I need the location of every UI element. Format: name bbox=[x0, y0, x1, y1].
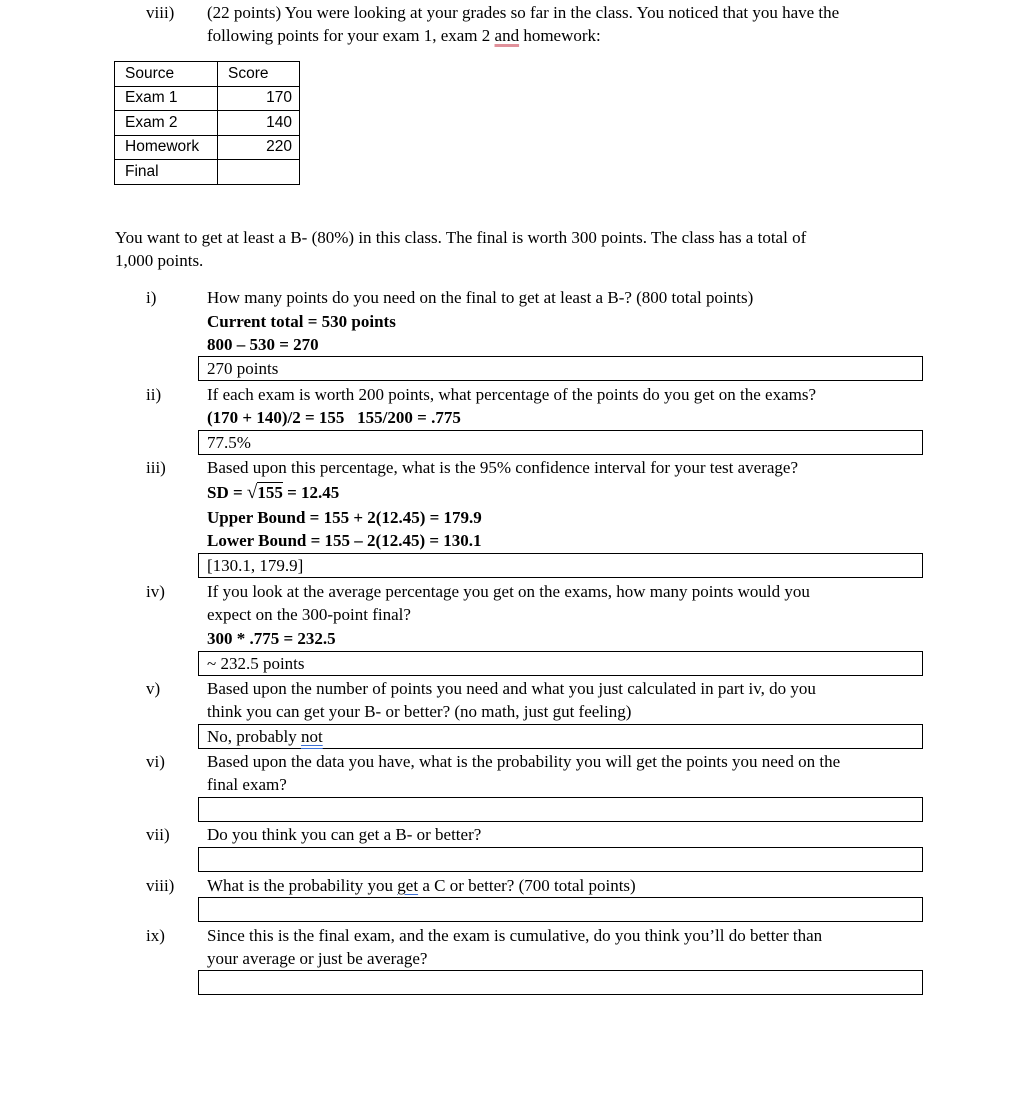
question-text-line: (22 points) You were looking at your grades so far in the class. You noticed that you have the bbox=[207, 3, 840, 22]
answer-box[interactable]: No, probably not bbox=[198, 724, 923, 749]
intro-text-line: 1,000 points. bbox=[115, 251, 204, 270]
answer-box[interactable] bbox=[198, 970, 923, 995]
intro-text-line: You want to get at least a B- (80%) in this class. The final is worth 300 points. The class has a total of bbox=[115, 228, 807, 247]
table-header-row bbox=[115, 62, 300, 87]
answer-box[interactable]: ~ 232.5 points bbox=[198, 651, 923, 676]
answer-box[interactable]: [130.1, 179.9] bbox=[198, 553, 923, 578]
question-number: viii) bbox=[146, 3, 175, 22]
table-row bbox=[115, 111, 300, 136]
scores-table bbox=[114, 61, 300, 185]
answer-box[interactable]: 77.5% bbox=[198, 430, 923, 455]
table-row bbox=[115, 86, 300, 111]
question-text-line: If each exam is worth 200 points, what percentage of the points do you get on the exams? bbox=[207, 385, 816, 404]
question-number: vii) bbox=[146, 825, 170, 844]
question-text-line: If you look at the average percentage you get on the exams, how many points would you bbox=[207, 582, 810, 601]
sd-work-line: SD = √155 = 12.45 bbox=[207, 482, 340, 503]
question-text-line: think you can get your B- or better? (no math, just gut feeling) bbox=[207, 702, 632, 721]
question-text-line: following points for your exam 1, exam 2 and homework: bbox=[207, 26, 601, 45]
work-line: Upper Bound = 155 + 2(12.45) = 179.9 bbox=[207, 508, 482, 527]
table-row bbox=[115, 160, 300, 185]
source-cell: Exam 1 bbox=[115, 86, 218, 111]
question-number: iv) bbox=[146, 582, 165, 601]
question-number: ix) bbox=[146, 926, 165, 945]
question-text-line: expect on the 300-point final? bbox=[207, 605, 411, 624]
question-number: v) bbox=[146, 679, 161, 698]
column-header: Source bbox=[115, 62, 218, 87]
square-root-icon: √ bbox=[246, 482, 258, 503]
question-text-line: How many points do you need on the final to get at least a B-? (800 total points) bbox=[207, 288, 754, 307]
answer-box[interactable] bbox=[198, 797, 923, 822]
question-text-line: Based upon the number of points you need and what you just calculated in part iv, do you bbox=[207, 679, 816, 698]
source-cell: Final bbox=[115, 160, 218, 185]
question-text-line: Based upon this percentage, what is the 95% confidence interval for your test average? bbox=[207, 458, 798, 477]
score-cell: 170 bbox=[218, 86, 300, 111]
answer-box[interactable] bbox=[198, 847, 923, 872]
source-cell: Homework bbox=[115, 135, 218, 160]
grammar-marked-word: get bbox=[397, 876, 419, 895]
work-line: 300 * .775 = 232.5 bbox=[207, 629, 336, 648]
grammar-marked-word: not bbox=[300, 727, 323, 746]
source-cell: Exam 2 bbox=[115, 111, 218, 136]
score-cell: 140 bbox=[218, 111, 300, 136]
answer-box[interactable] bbox=[198, 897, 923, 922]
work-line: 800 – 530 = 270 bbox=[207, 335, 319, 354]
question-text-line: Do you think you can get a B- or better? bbox=[207, 825, 482, 844]
score-cell: 220 bbox=[218, 135, 300, 160]
work-line: Current total = 530 points bbox=[207, 312, 396, 331]
question-text-line: Since this is the final exam, and the exam is cumulative, do you think you’ll do better than bbox=[207, 926, 823, 945]
score-cell bbox=[218, 160, 300, 185]
question-number: i) bbox=[146, 288, 157, 307]
work-line: (170 + 140)/2 = 155 155/200 = .775 bbox=[207, 408, 461, 427]
table-row bbox=[115, 135, 300, 160]
column-header: Score bbox=[218, 62, 300, 87]
question-text-line: your average or just be average? bbox=[207, 949, 428, 968]
question-text-line: Based upon the data you have, what is the probability you will get the points you need on the bbox=[207, 752, 841, 771]
question-text-line: final exam? bbox=[207, 775, 287, 794]
answer-box[interactable]: 270 points bbox=[198, 356, 923, 381]
question-number: viii) bbox=[146, 876, 175, 895]
grammar-marked-word: and bbox=[494, 26, 520, 45]
question-number: vi) bbox=[146, 752, 165, 771]
question-text-line: What is the probability you get a C or better? (700 total points) bbox=[207, 876, 636, 895]
question-number: iii) bbox=[146, 458, 166, 477]
question-number: ii) bbox=[146, 385, 162, 404]
work-line: Lower Bound = 155 – 2(12.45) = 130.1 bbox=[207, 531, 482, 550]
